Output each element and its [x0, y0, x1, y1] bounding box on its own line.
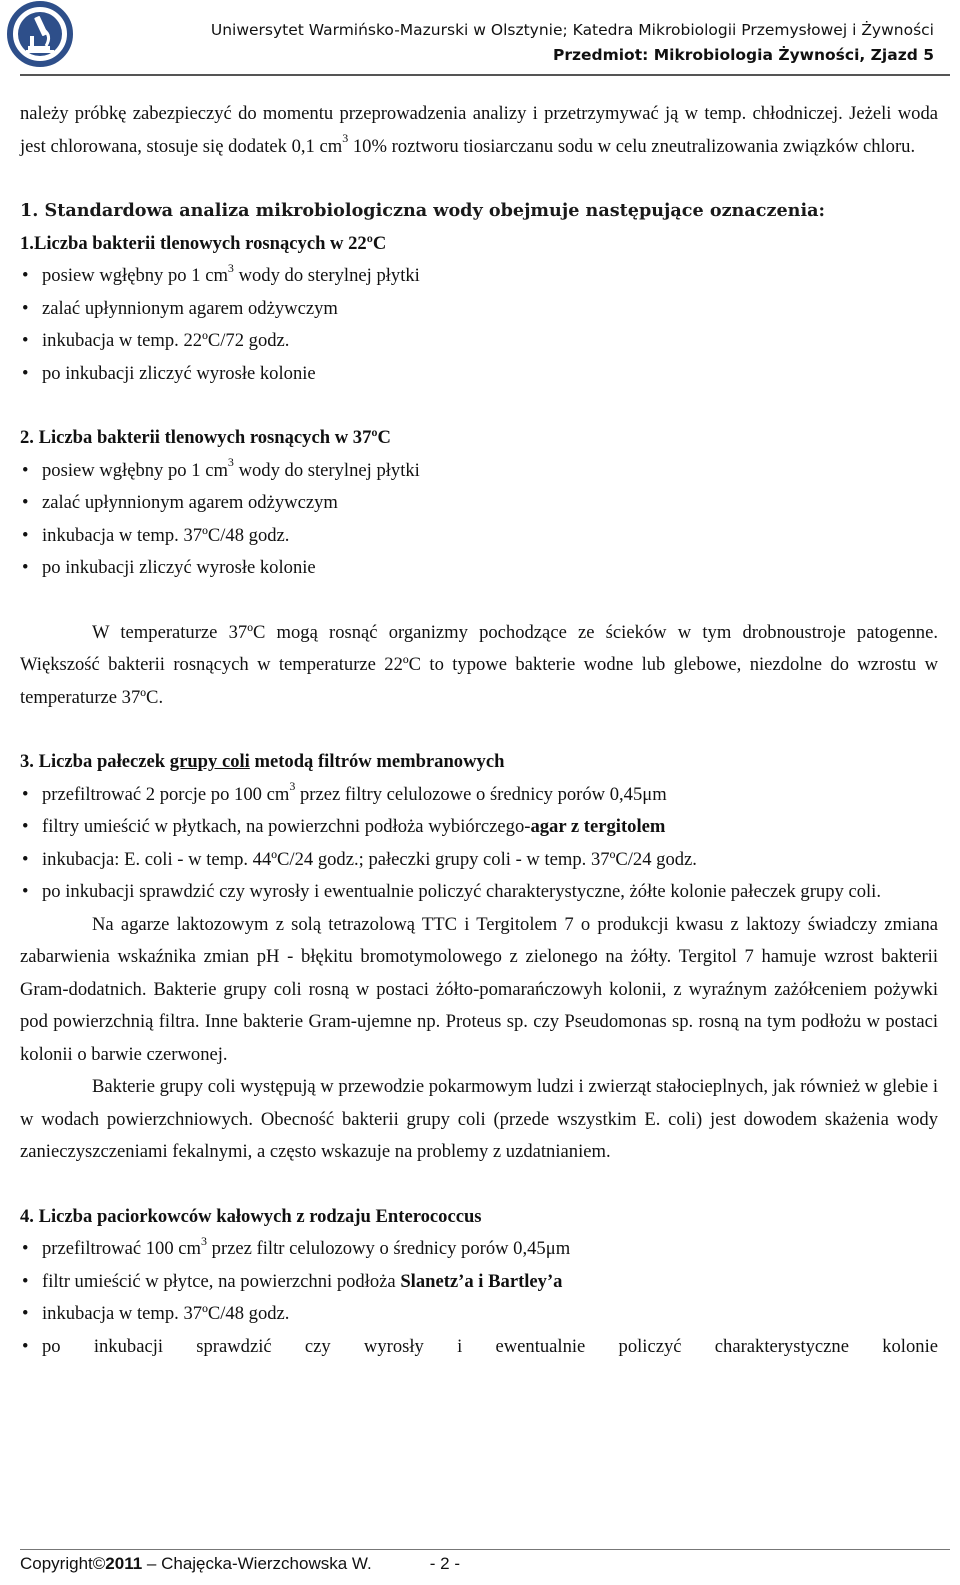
list-item: • inkubacja: E. coli - w temp. 44ºC/24 godz.; pałeczki grupy coli - w temp. 37ºC/24 godz.: [22, 848, 697, 870]
section-2-list: [20, 455, 938, 585]
section-3-paragraph-1: Na agarze laktozowym z solą tetrazolową TTC i Tergitolem 7 o produkcji kwasu z laktozy świadczy zmiana zabarwienia wskaźnika zmian pH - błękitu bromotymolowego z zielonego na żółty. Tergitol 7 hamuje wzrost bakterii Gram-dodatnich. Bakterie grupy coli rosną w postaci żółto-pomarańczowyh kolonii, z wyraźnym zażółceniem pożywki pod powierzchnią filtra. Inne bakterie Gram-ujemne np. Proteus sp. czy Pseudomonas sp. rosną na tym podłożu w postaci kolonii o barwie czerwonej.: [20, 913, 938, 1065]
footer-copyright: Copyright©: [20, 1554, 106, 1573]
section-1-list: [20, 260, 938, 390]
list-item: • inkubacja w temp. 37ºC/48 godz.: [22, 524, 290, 546]
list-item: • po inkubacji sprawdzić czy wyrosły i ewentualnie policzyć charakterystyczne kolonie: [22, 1335, 938, 1357]
list-item: • zalać upłynnionym agarem odżywczym: [22, 492, 338, 513]
section-3-title: 3. Liczba pałeczek grupy coli metodą filtrów membranowych: [20, 751, 505, 772]
list-item: • po inkubacji sprawdzić czy wyrosły i ewentualnie policzyć charakterystyczne, żółte kolonie pałeczek grupy coli.: [22, 881, 881, 902]
section-3-paragraph-2: Bakterie grupy coli występują w przewodzie pokarmowym ludzi i zwierząt stałocieplnych, jak również w glebie i w wodach powierzchniowych. Obecność bakterii grupy coli (przede wszystkim E. coli) jest dowodem skażenia wody zanieczyszczeniami fekalnymi, a często wskazuje na problemy z uzdatnianiem.: [20, 1076, 938, 1162]
university-logo: [2, 0, 80, 72]
section-2-title: 2. Liczba bakterii tlenowych rosnących w 37ºC: [20, 427, 391, 448]
list-item: • posiew wgłębny po 1 $cm^3$ wody do sterylnej płytki: [22, 260, 420, 286]
university-seal-microscope-icon: [2, 0, 80, 72]
list-item: • posiew wgłębny po 1 $cm^3$ wody do sterylnej płytki: [22, 455, 420, 481]
main-heading: 1. Standardowa analiza mikrobiologiczna wody obejmuje następujące oznaczenia:: [20, 200, 826, 221]
list-item: • inkubacja w temp. 22ºC/72 godz.: [22, 330, 290, 351]
section-4-title: 4. Liczba paciorkowców kałowych z rodzaju Enterococcus: [20, 1205, 482, 1227]
list-item: • przefiltrować 2 porcje po 100 $cm^3$ przez filtry celulozowe o średnicy porów 0,45μm: [22, 779, 667, 805]
list-item: • filtr umieścić w płytce, na powierzchni podłoża Slanetz’a i Bartley’a: [22, 1270, 563, 1292]
document-body: [20, 98, 938, 1363]
list-item: • inkubacja w temp. 37ºC/48 godz.: [22, 1303, 290, 1324]
section-3-list: [20, 779, 938, 909]
list-item: • przefiltrować 100 $cm^3$ przez filtr celulozowy o średnicy porów 0,45μm: [22, 1233, 571, 1259]
list-item: • po inkubacji zliczyć wyrosłe kolonie: [22, 362, 316, 384]
footer-author: – Chajęcka-Wierzchowska W.: [142, 1554, 372, 1573]
list-item: • po inkubacji zliczyć wyrosłe kolonie: [22, 557, 316, 578]
section-4-list: [20, 1233, 938, 1363]
header-text: [211, 18, 934, 68]
footer-year: 2011: [105, 1554, 143, 1573]
page-header: [0, 0, 960, 72]
page-footer: [20, 1550, 460, 1578]
page-number: - 2 -: [429, 1554, 460, 1573]
header-institution: Uniwersytet Warmińsko-Mazurski w Olsztynie; Katedra Mikrobiologii Przemysłowej i Żywności: [210, 21, 934, 39]
section-2-paragraph: W temperaturze 37ºC mogą rosnąć organizmy pochodzące ze ścieków w tym drobnoustroje patogenne. Większość bakterii rosnących w temperaturze 22ºC to typowe bakterie wodne lub glebowe, niezdolne do wzrostu w temperaturze 37ºC.: [20, 621, 938, 708]
section-1-title: 1.Liczba bakterii tlenowych rosnących w 22ºC: [20, 232, 387, 254]
intro-paragraph: należy próbkę zabezpieczyć do momentu przeprowadzenia analizy i przetrzymywać ją w temp. chłodniczej. Jeżeli woda jest chlorowana, stosuje się dodatek 0,1 $cm^3$ 10% roztworu tiosiarczanu sodu w celu zneutralizowania związków chloru.: [20, 103, 938, 157]
header-divider: [20, 74, 950, 76]
list-item: • zalać upłynnionym agarem odżywczym: [22, 297, 338, 319]
list-item: • filtry umieścić w płytkach, na powierzchni podłoża wybiórczego-agar z tergitolem: [22, 816, 666, 837]
header-course: Przedmiot: Mikrobiologia Żywności, Zjazd 5: [552, 46, 934, 64]
